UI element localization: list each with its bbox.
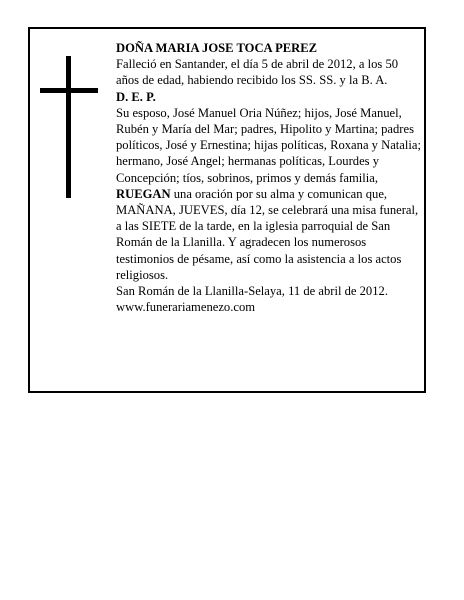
notice-text: [116, 40, 421, 315]
request-paragraph: [116, 186, 421, 283]
cross-vertical-bar: [66, 56, 71, 198]
place-date: San Román de la Llanilla-Selaya, 11 de abril de 2012.: [116, 284, 388, 299]
death-info: Falleció en Santander, el día 5 de abril de 2012, a los 50 años de edad, habiendo recibido los SS. SS. y la B. A.: [116, 57, 399, 88]
website-link[interactable]: www.funerariamenezo.com: [116, 300, 256, 315]
family-list: Su esposo, José Manuel Oria Núñez; hijos, José Manuel, Rubén y María del Mar; padres, Hipolito y Martina; padres políticos, José y Ernestina; hijas políticas, Roxana y Natalia; hermano, José Angel; hermanas políticas, Lourdes y Concepción; tíos, sobrinos, primos y demás familia,: [116, 105, 421, 185]
obituary-notice: [28, 27, 426, 393]
request-text: una oración por su alma y comunican que, MAÑANA, JUEVES, día 12, se celebrará una misa funeral, a las SIETE de la tarde, en la iglesia parroquial de San Román de la Llanilla. Y agradecen los numerosos testimonios de pésame, así como la asistencia a los actos religiosos.: [116, 186, 419, 282]
cross-horizontal-bar: [40, 88, 98, 93]
request-keyword: RUEGAN: [116, 186, 171, 201]
rip-line: D. E. P.: [116, 89, 156, 104]
deceased-name: DOÑA MARIA JOSE TOCA PEREZ: [116, 41, 318, 55]
cross-icon: [40, 56, 98, 198]
